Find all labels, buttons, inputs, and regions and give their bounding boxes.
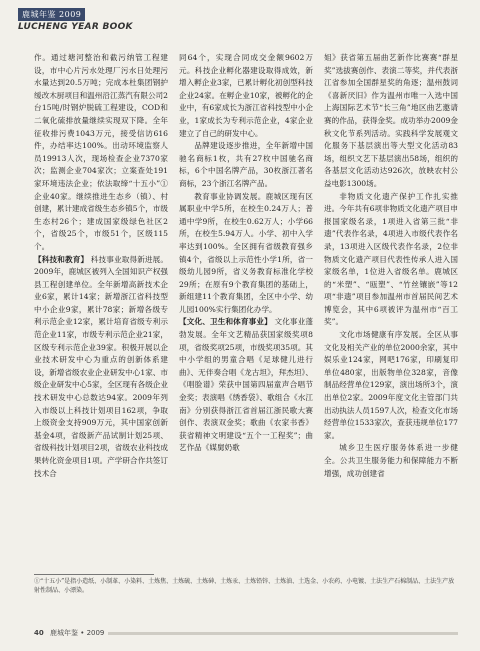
column-3	[324, 52, 458, 572]
paragraph	[179, 52, 313, 140]
paragraph-text: 姐》获省第五届曲艺新作比赛赛“群星奖”选拔赛创作、表演二等奖，并代表浙江省参加全国群星奖的角逐；温州鼓词《喜新厌旧》作为温州市唯一入选中国上海国际艺术节“长三角”地区曲艺邀请赛的作品，获得金奖。成功举办2009金秋文化节系列活动。实践科学发展观文化服务下基层演出等大型文化活动83场，组织文艺下基层演出58场，组织的各基层文化活动达926次，放映农村公益电影1300场。	[324, 53, 458, 188]
paragraph	[179, 191, 313, 317]
header-title-cn: 鹿城年鉴 2009	[18, 8, 85, 21]
publication-name: 鹿城年鉴 • 2009	[49, 629, 105, 637]
paragraph	[179, 316, 313, 455]
column-2	[179, 52, 313, 572]
paragraph-text: 城乡卫生医疗服务体系进一步健全。公共卫生服务能力和保障能力不断增强，成功创建省	[324, 443, 458, 478]
footer-rule	[104, 632, 458, 635]
paragraph-text: 非物质文化遗产保护工作扎实推进。今年共有6项非物质文化遗产项目申报国家级名录，1项进入省第三批“非遗”代表作名录，4项进入市级代表作名录，13项进入区级代表作名录，2位非物质文化遗产项目代表性传承人进入国家级名单，1位进入省级名单。鹿城区的“米塑”、“瓯塑”、“竹丝镶嵌”等12项“非遗”项目参加温州市首届民间艺术博览会，其中6项被评为温州市“百工奖”。	[324, 191, 458, 327]
paragraph-text: 文化事业蓬勃发展。全年文艺精品获国家级奖项8项，省级奖项25项，市级奖项35项。其中小学组的男童合唱《足球健儿进行曲》、无伴奏合唱《龙古坦》，拜杰坦》、《唱脸谱》荣获中国第四届童声合唱节金奖；表演唱《绣香袋》、歌组合《水江南》分别获得浙江省首届江浙民歌大赛创作、表演双金奖；歌曲《农家书香》获省精神文明建设“五个一工程奖”；曲艺作品《媒舅奶歌	[179, 317, 313, 453]
paragraph	[324, 442, 458, 480]
paragraph	[34, 52, 168, 254]
paragraph	[324, 52, 458, 191]
paragraph-text: 作。通过塘河整治和截污纳管工程建设，市中心片污水处理厂污水日处理污水量达到20.5万吨；完成本杜集团钢护缓改木厨项目和温州沿江蒸汽有限公司2台15吨/时钢炉脱硫工程建设，COD和二氧化硫排放量继续实现双下降。全年征收排污费1043万元，接受信访616件，办结率达100%。出动环境监察人员19913人次，现场检查企业7370家次；监测企业704家次；立案查处191家环境违法企业；依法取缔“十五小”①企业40家。继续推进生态乡（镇）、村创建，累计建成省级生态乡镇5个，市级生态村26个；建成国家级绿色社区2个，省级25个，市级51个，区级115个。	[34, 53, 168, 251]
footnote-divider	[34, 574, 154, 575]
paragraph-text: 文化市场健康有序发展。全区从事文化及相关产业的单位2000余家，其中娱乐业124家，网吧176家，印刷复印单位480家，出版物单位328家，音像制品经营单位129家，演出场所3个，演出单位2家。2009年度文化主管部门共出动执法人员1597人次，检查文化市场经营单位1533家次，查获违规单位177家。	[324, 330, 458, 440]
paragraph	[324, 329, 458, 442]
footnote: ①“十五小”是指小造纸、小制革、小染料、土炼焦、土炼硫、土炼砷、土炼汞、土炼铅锌、土炼油、土选金、小农药、小电镀、土法生产石棉制品、土法生产放射性制品、小漂染。	[34, 578, 455, 594]
paragraph-text: 教育事业协调发展。鹿城区现有区属职业中学5所，在校生0.24万人；普通中学9所，在校生0.62万人；小学66所，在校生5.94万人。小学、初中入学率达到100%。全区拥有省级教育强乡镇4个，省级以上示范性小学1所，省一级幼儿园9所，省义务教育标准化学校29所；在原有9个教育集团的基础上，新组建11个教育集团，全区中小学、幼儿园100%实行集团化办学。	[179, 191, 313, 314]
column-1	[34, 52, 168, 572]
paragraph-text: 科技事业取得新进展。2009年，鹿城区被列入全国知识产权强县工程创建单位。全年新增高新技术企业6家，累计14家；新增浙江省科技型中小企业9家，累计78家；新增各级专利示范企业12家，累计培育省级专利示范企业11家，市级专利示范企业21家，区级专利示范企业39家。积极开展以企业技术研发中心为重点的创新体系建设，新增省级农业企业研发中心1家、市级企业研发中心5家，全区现有各级企业技术研发中心总数达94家。2009年列入市级以上科技计划项目162项，争取上级资金支持909万元，其中国家创新基金4项，省级新产品试制计划25项、省级科技计划项目2项，省级农业科技成果转化资金项目1项。产学研合作共签订技术合	[34, 254, 168, 478]
header-title-en: LUCHENG YEAR BOOK	[18, 22, 133, 32]
section-title: 【科技和教育】	[34, 254, 89, 264]
page-number: 40	[34, 629, 44, 637]
paragraph	[179, 140, 313, 190]
paragraph-text: 同64个，实现合同成交金额9602万元。科技企业孵化器建设取得成效，新增入孵企业3家，已累计孵化初创型科技企业24家。在孵企业10家，被孵化的企业中，有6家成长为浙江省科技型中小企业，1家成长为专利示范企业，4家企业建立了自己的研发中心。	[179, 53, 313, 138]
paragraph	[324, 191, 458, 330]
body-columns	[34, 52, 458, 572]
section-title: 【文化、卫生和体育事业】	[179, 317, 272, 327]
page-header	[18, 8, 188, 44]
paragraph	[34, 254, 168, 481]
paragraph-text: 品牌建设逐步推进，全年新增中国驰名商标1枚，共有27枚中国驰名商标，6个中国名牌产品，30枚浙江著名商标，23个浙江名牌产品。	[179, 141, 313, 188]
page-footer	[34, 628, 458, 642]
